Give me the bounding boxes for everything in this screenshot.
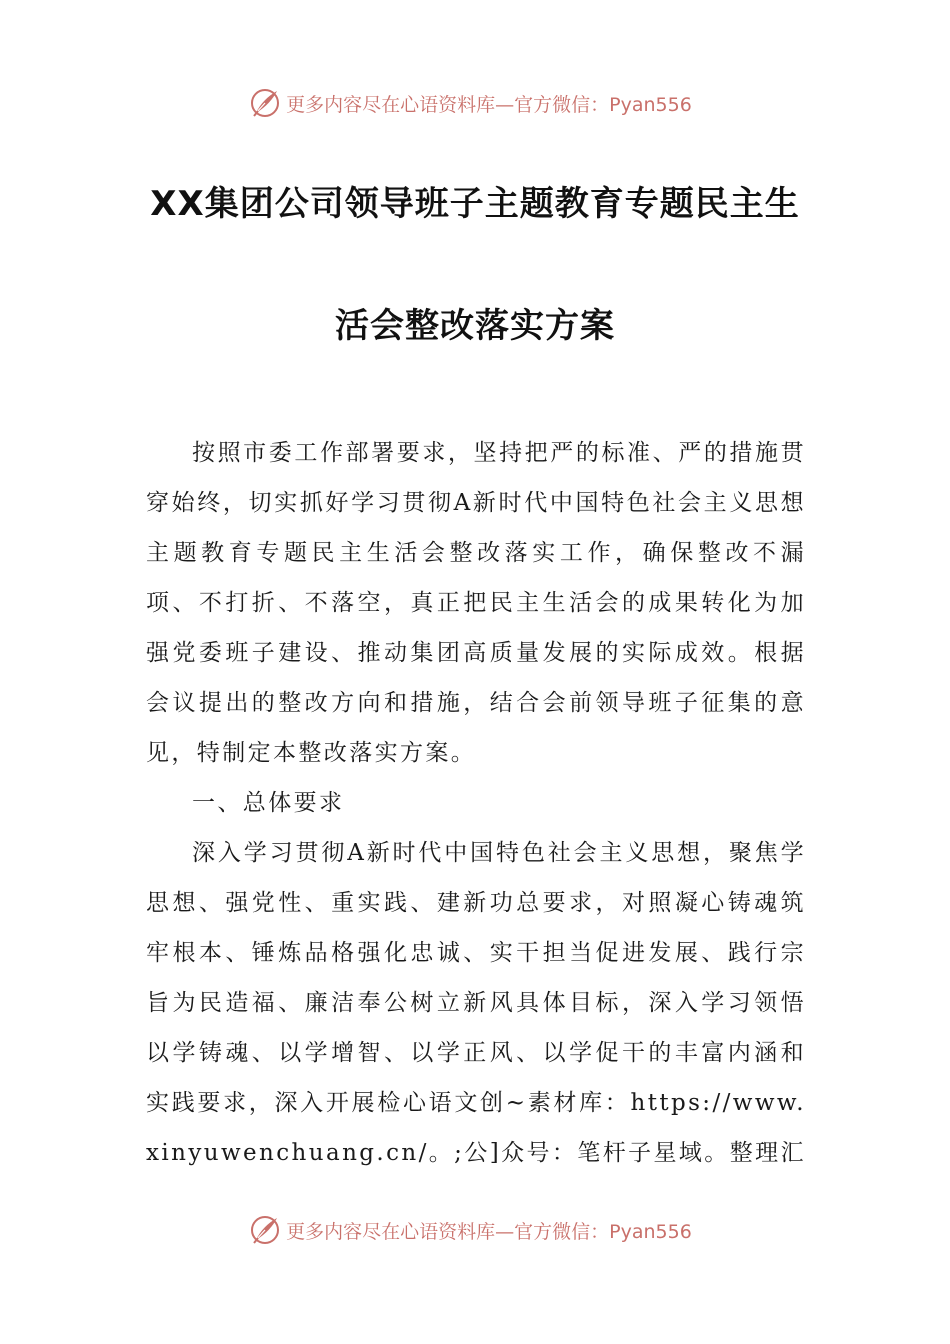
header-banner-brand: Pyan556 (609, 93, 692, 116)
document-title-line-2: 活会整改落实方案 (335, 306, 615, 346)
quill-pen-logo-icon (248, 86, 282, 120)
header-banner (0, 83, 950, 123)
footer-banner-content (248, 1213, 692, 1247)
document-title-line-1: XX集团公司领导班子主题教育专题民主生 (150, 184, 800, 224)
header-banner-content (248, 86, 692, 120)
paragraph-general-requirements: 深入学习贯彻A新时代中国特色社会主义思想，聚焦学思想、强党性、重实践、建新功总要求，对照凝心铸魂筑牢根本、锤炼品格强化忠诚、实干担当促进发展、践行宗旨为民造福、廉洁奉公树立新风具体目标，深入学习领悟以学铸魂、以学增智、以学正风、以学促干的丰富内涵和实践要求，深入开展检心语文创~素材库：https://www.xinyuwenchuang.cn/。;公]众号：笔杆子星域。整理汇 (146, 840, 806, 1166)
footer-banner-label: 更多内容尽在心语资料库—官方微信： (286, 1220, 610, 1243)
footer-banner (0, 1210, 950, 1250)
section-heading-general-requirements: 一、总体要求 (192, 790, 345, 816)
header-banner-label: 更多内容尽在心语资料库—官方微信： (286, 93, 610, 116)
footer-banner-text (286, 1217, 692, 1244)
paragraph-intro: 按照市委工作部署要求，坚持把严的标准、严的措施贯穿始终，切实抓好学习贯彻A新时代中国特色社会主义思想主题教育专题民主生活会整改落实工作，确保整改不漏项、不打折、不落空，真正把民主生活会的成果转化为加强党委班子建设、推动集团高质量发展的实际成效。根据会议提出的整改方向和措施，结合会前领导班子征集的意见，特制定本整改落实方案。 (146, 440, 806, 766)
footer-banner-brand: Pyan556 (609, 1220, 692, 1243)
header-banner-text (286, 90, 692, 117)
document-body (146, 428, 806, 1178)
quill-pen-logo-icon (248, 1213, 282, 1247)
